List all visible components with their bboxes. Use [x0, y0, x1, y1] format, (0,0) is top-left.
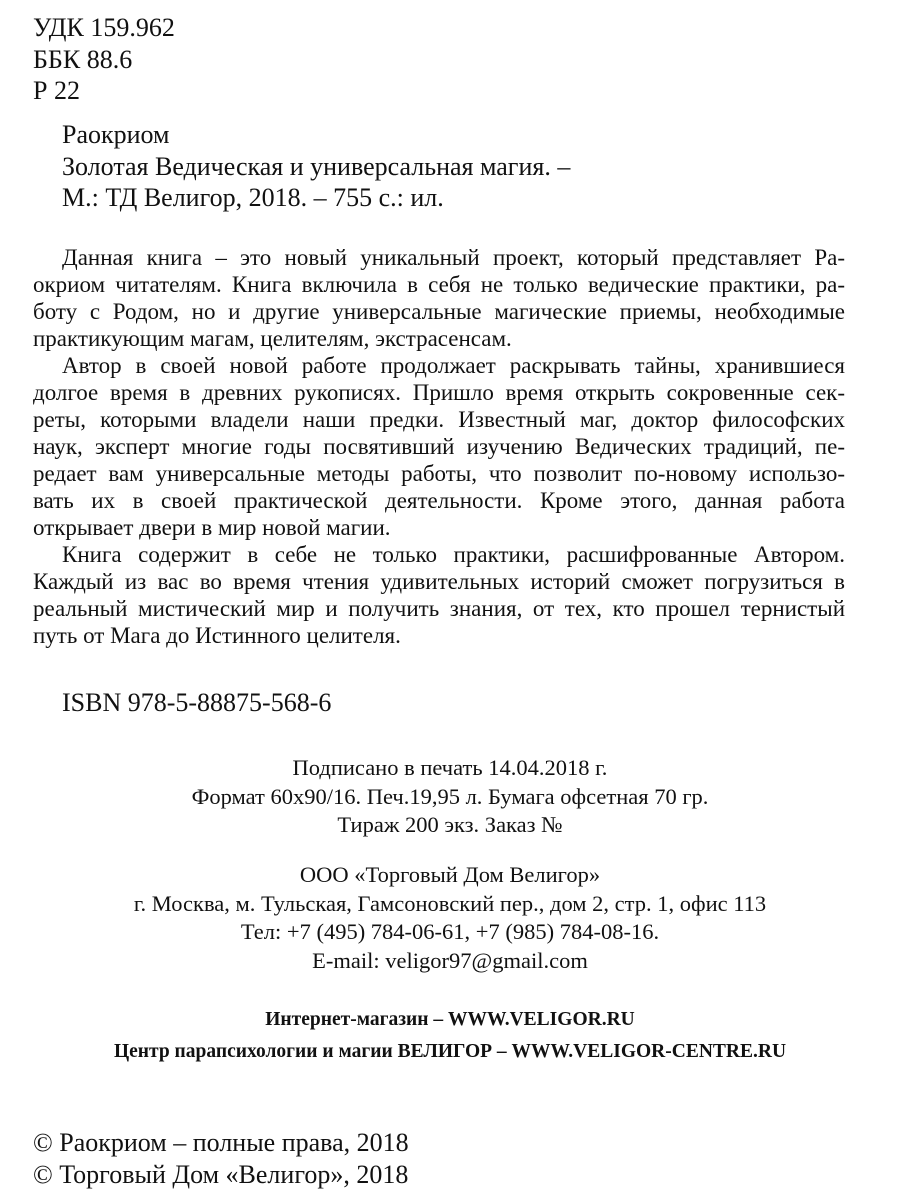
- author-name: Раокриом: [62, 120, 170, 149]
- publisher-name: ООО «Торговый Дом Велигор»: [299, 862, 601, 887]
- annotation-line: открывает двери в мир новой магии.: [33, 515, 391, 540]
- publisher-phone: Тел: +7 (495) 784-06-61, +7 (985) 784-08-16.: [240, 919, 660, 945]
- annotation-line: редает вам универсальные методы работы, что позволит по-новому использо-: [33, 461, 845, 486]
- bbk-code: ББК 88.6: [33, 44, 133, 74]
- annotation-line: наук, эксперт многие годы посвятивший изучению Ведических традиций, пе-: [33, 434, 845, 459]
- print-date: Подписано в печать 14.04.2018 г.: [292, 755, 608, 780]
- shop-link: Интернет-магазин – WWW.VELIGOR.RU: [265, 1009, 635, 1030]
- centre-link: Центр парапсихологии и магии ВЕЛИГОР – WWW.VELIGOR-CENTRE.RU: [113, 1041, 787, 1062]
- copyright-publisher: © Торговый Дом «Велигор», 2018: [33, 1159, 409, 1189]
- isbn: ISBN 978-5-88875-568-6: [62, 688, 332, 717]
- book-title: Золотая Ведическая и универсальная магия. –: [62, 151, 571, 181]
- classification-codes: [33, 12, 175, 107]
- author-mark: Р 22: [33, 76, 80, 105]
- annotation-line: Данная книга – это новый уникальный проект, который представляет Ра-: [62, 245, 845, 270]
- publisher-address: г. Москва, м. Тульская, Гамсоновский пер., дом 2, стр. 1, офис 113: [133, 890, 767, 916]
- annotation-line: долгое время в древних рукописях. Пришло время открыть сокровенные сек-: [33, 380, 845, 405]
- web-links: [0, 1004, 900, 1068]
- annotation-line: Автор в своей новой работе продолжает раскрывать тайны, хранившиеся: [62, 353, 845, 378]
- annotation-line: реты, которыми владели наши предки. Известный маг, доктор философских: [33, 407, 845, 432]
- copyright-author: © Раокриом – полные права, 2018: [33, 1128, 409, 1157]
- copyright: [33, 1127, 409, 1190]
- annotation-line: окриом читателям. Книга включила в себя не только ведические практики, ра-: [33, 272, 845, 297]
- annotation-line: Каждый из вас во время чтения удивительных историй сможет погрузиться в: [33, 569, 845, 594]
- annotation-line: реальный мистический мир и получить знания, от тех, кто прошел тернистый: [33, 596, 845, 621]
- print-run: Тираж 200 экз. Заказ №: [337, 812, 563, 838]
- annotation-line: боту с Родом, но и другие универсальные магические приемы, необходимые: [33, 299, 845, 324]
- annotation-line: практикующим магам, целителям, экстрасенсам.: [33, 326, 512, 351]
- publisher-email: E-mail: veligor97@gmail.com: [312, 948, 588, 974]
- annotation-line: Книга содержит в себе не только практики, расшифрованные Автором.: [62, 542, 845, 567]
- annotation-line: путь от Мага до Истинного целителя.: [33, 623, 401, 648]
- annotation: [33, 244, 845, 649]
- publisher-info: [0, 861, 900, 976]
- print-format: Формат 60x90/16. Печ.19,95 л. Бумага офсетная 70 гр.: [191, 783, 709, 809]
- bibliographic-record: [62, 119, 570, 214]
- print-info: [0, 754, 900, 840]
- udc-code: УДК 159.962: [33, 13, 175, 42]
- imprint: М.: ТД Велигор, 2018. – 755 с.: ил.: [62, 183, 444, 212]
- annotation-line: вать их в своей практической деятельности. Кроме этого, данная работа: [33, 488, 845, 513]
